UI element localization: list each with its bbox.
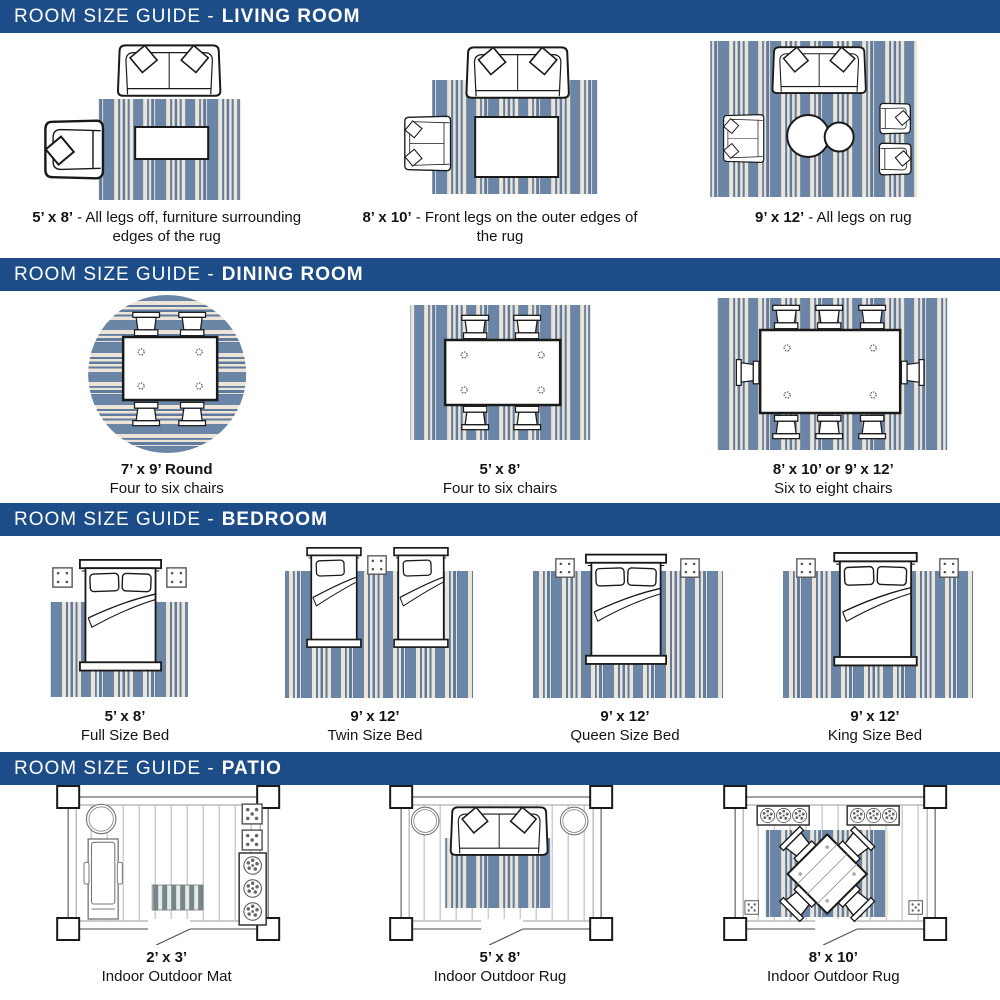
header-bedroom [0,503,1000,536]
header-room-name: PATIO [221,757,282,779]
living-8x10-illustration [333,33,666,205]
nightstand-icon [940,559,958,577]
bed-icon [834,553,917,666]
nightstand-icon [53,568,72,587]
tile-bedroom-full [0,536,250,752]
dining-chair-icon [772,305,799,328]
round-table-icon [561,807,589,835]
bed-icon [394,548,448,647]
rug-note: Full Size Bed [80,727,170,745]
planter-icon [242,804,262,824]
rug-note: Four to six chairs [109,480,224,498]
tile-bedroom-king [750,536,1000,752]
dining-chair-icon [815,415,842,438]
round-side-table [824,123,853,152]
tile-patio-8x10 [667,785,1000,1000]
planter-icon [745,901,759,915]
bedroom-twin-illustration [250,536,500,704]
header-prefix: ROOM SIZE GUIDE - [14,508,215,530]
round-table-icon [86,804,115,833]
rug-size: 5’ x 8’ [104,708,146,725]
tile-living-9x12 [667,33,1000,258]
header-room-name: LIVING ROOM [221,5,361,27]
living-5x8-illustration [0,33,333,205]
header-prefix: ROOM SIZE GUIDE - [14,5,215,27]
caption-living-9x12 [691,205,976,258]
nightstand-icon [681,559,699,577]
rug-size: 9’ x 12’ [755,209,805,226]
coffee-table [475,117,558,177]
header-dining-room [0,258,1000,291]
sofa-icon [451,807,548,855]
caption-bedroom-king [750,704,1000,752]
patio-2x3-illustration [0,785,333,945]
section-patio [0,752,1000,1000]
bedroom-full-illustration [0,536,250,704]
dining-chair-icon [901,360,924,386]
patio-tiles [0,785,1000,1000]
loveseat-icon [723,115,763,163]
header-prefix: ROOM SIZE GUIDE - [14,263,215,285]
caption-living-5x8 [24,205,309,258]
loveseat-icon [405,116,451,170]
bedroom-tiles [0,536,1000,752]
caption-dining-round [0,457,333,503]
planter-box [239,853,266,925]
rug-note: Twin Size Bed [327,727,423,745]
dining-5x8-illustration [333,291,666,457]
caption-patio-8x10 [667,945,1000,1000]
rug-size: 5’ x 8’ [479,949,521,966]
planter-icon [909,901,923,915]
dining-chair-icon [815,305,842,328]
patio-5x8-illustration [333,785,666,945]
section-living-room [0,0,1000,258]
tile-living-5x8 [0,33,333,258]
nightstand-icon [368,556,386,574]
rug-size: 9’ x 12’ [600,708,650,725]
bed-icon [586,555,666,664]
rug-size: 9’ x 12’ [350,708,400,725]
dining-chair-icon [736,360,759,386]
header-living-room [0,0,1000,33]
header-patio [0,752,1000,785]
dining-chair-icon [858,305,885,328]
sofa-icon [772,47,865,93]
caption-bedroom-queen [500,704,750,752]
caption-bedroom-full [0,704,250,752]
tile-patio-5x8 [333,785,666,1000]
section-dining-room [0,258,1000,503]
tile-dining-5x8 [333,291,666,503]
dining-chair-icon [462,406,489,429]
bedroom-king-illustration [750,536,1000,704]
dining-chair-icon [179,312,206,335]
header-room-name: DINING ROOM [221,263,364,285]
rug-size: 5’ x 8’ [479,461,521,478]
rug-size: 5’ x 8’ [32,209,74,226]
dining-chair-icon [133,312,160,335]
dining-chair-icon [133,402,160,425]
caption-dining-8x10 [667,457,1000,503]
caption-patio-5x8 [333,945,666,1000]
nightstand-icon [167,568,186,587]
header-prefix: ROOM SIZE GUIDE - [14,757,215,779]
rug-size: 2’ x 3’ [146,949,188,966]
tile-patio-2x3 [0,785,333,1000]
tile-dining-7x9-round [0,291,333,503]
caption-dining-5x8 [333,457,666,503]
dining-chair-icon [462,315,489,338]
header-room-name: BEDROOM [221,508,328,530]
dining-chair-icon [858,415,885,438]
rug-size: 8’ x 10’ [808,949,858,966]
tile-bedroom-queen [500,536,750,752]
dining-table [123,337,217,400]
dining-8x10-illustration [667,291,1000,457]
caption-living-8x10 [357,205,642,258]
tile-dining-8x10 [667,291,1000,503]
round-table-icon [412,807,440,835]
caption-bedroom-twin [250,704,500,752]
nightstand-icon [797,559,815,577]
dining-chair-icon [772,415,799,438]
rug-note: Indoor Outdoor Mat [101,968,232,986]
armchair-icon [879,143,911,175]
bedroom-queen-illustration [500,536,750,704]
rug-size: 8’ x 10’ or 9’ x 12’ [772,461,894,478]
rug-note: Indoor Outdoor Rug [767,968,900,986]
patio-8x10-illustration [667,785,1000,945]
living-room-tiles [0,33,1000,258]
tile-bedroom-twin [250,536,500,752]
dining-room-tiles [0,291,1000,503]
rug-note: King Size Bed [827,727,923,745]
planter-box [757,806,809,825]
rug-size: 7’ x 9’ Round [120,461,213,478]
nightstand-icon [556,559,574,577]
rug-note: Four to six chairs [442,480,558,498]
armchair-icon [45,121,103,179]
rug-note: Six to eight chairs [774,480,893,498]
rug-note: - Front legs on the outer edges of the rug [415,209,638,246]
rug-note: Queen Size Bed [570,727,680,745]
outdoor-mat [152,885,203,910]
rug-size: 8’ x 10’ [362,209,412,226]
section-bedroom [0,503,1000,752]
dining-round-illustration [0,291,333,457]
lounge-chair-icon [84,839,122,919]
rug-note: - All legs off, furniture surrounding edges of the rug [77,209,302,246]
bed-icon [307,548,361,647]
tile-living-8x10 [333,33,666,258]
rug-size: 9’ x 12’ [850,708,900,725]
rug-note: Indoor Outdoor Rug [433,968,567,986]
dining-table [760,330,900,413]
planter-box [847,806,899,825]
rug-note: - All legs on rug [808,209,912,226]
round-coffee-table [787,115,829,157]
caption-patio-2x3 [0,945,333,1000]
sofa-icon [118,45,220,95]
dining-chair-icon [179,402,206,425]
dining-table [445,340,560,405]
bed-icon [80,560,161,671]
dining-chair-icon [514,315,541,338]
planter-icon [242,830,262,850]
living-9x12-illustration [667,33,1000,205]
sofa-icon [467,47,569,97]
dining-chair-icon [514,406,541,429]
armchair-icon [880,103,910,133]
coffee-table [135,127,208,159]
